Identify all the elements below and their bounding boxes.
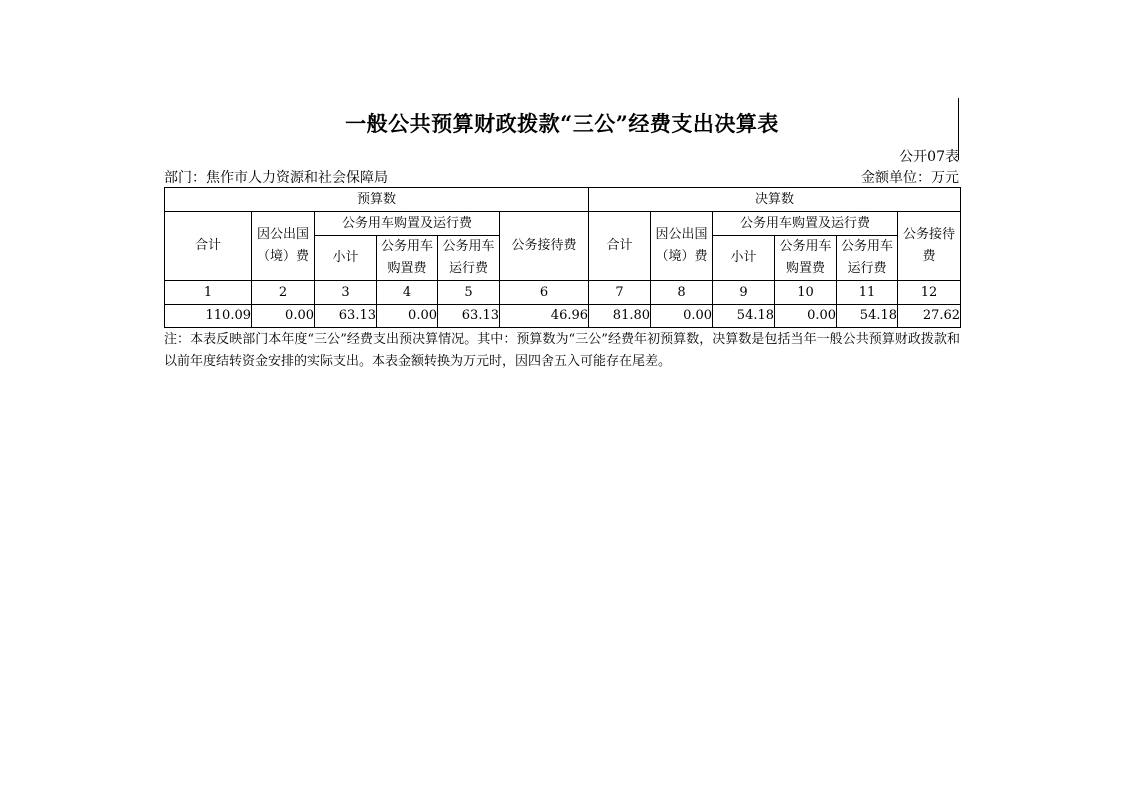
budget-purchase-header-line2: 购置费	[387, 261, 427, 276]
final-group-header: 决算数	[589, 188, 961, 212]
index-cell: 8	[651, 281, 713, 305]
final-abroad-header	[651, 212, 713, 281]
final-subtotal-header: 小计	[713, 236, 775, 281]
budget-abroad-header	[252, 212, 315, 281]
index-cell: 12	[898, 281, 961, 305]
department-label: 部门：焦作市人力资源和社会保障局	[164, 170, 388, 186]
amount-unit-label: 金额单位：万元	[861, 170, 959, 186]
value-cell: 54.18	[837, 305, 898, 328]
value-cell: 46.96	[500, 305, 589, 328]
index-cell: 5	[438, 281, 500, 305]
index-cell: 6	[500, 281, 589, 305]
final-reception-header-line1: 公务接待	[903, 227, 956, 242]
value-cell: 110.09	[165, 305, 252, 328]
value-cell: 0.00	[377, 305, 438, 328]
document-title: 一般公共预算财政拨款“三公”经费支出决算表	[345, 111, 779, 136]
final-reception-header-line2: 费	[922, 249, 936, 264]
budget-purchase-header	[377, 236, 438, 281]
budget-purchase-header-line1: 公务用车	[380, 239, 433, 254]
index-cell: 2	[252, 281, 315, 305]
budget-reception-header: 公务接待费	[500, 212, 589, 281]
final-operation-header-line2: 运行费	[847, 261, 887, 276]
value-cell: 0.00	[651, 305, 713, 328]
index-cell: 4	[377, 281, 438, 305]
table-note: 注：本表反映部门本年度“三公”经费支出预决算情况。其中：预算数为“三公”经费年初预算数，决算数是包括当年一般公共预算财政拨款和以前年度结转资金安排的实际支出。本表金额转换为万元时，因四舍五入可能存在尾差。	[164, 332, 960, 369]
value-cell: 81.80	[589, 305, 651, 328]
budget-group-header: 预算数	[165, 188, 589, 212]
group-header-row	[165, 188, 961, 212]
index-cell: 11	[837, 281, 898, 305]
final-vehicle-group-header: 公务用车购置及运行费	[713, 212, 898, 236]
budget-operation-header-line2: 运行费	[448, 261, 488, 276]
index-cell: 3	[315, 281, 377, 305]
final-operation-header	[837, 236, 898, 281]
column-header-row-1	[165, 212, 961, 236]
value-cell: 0.00	[775, 305, 837, 328]
budget-operation-header-line1: 公务用车	[442, 239, 495, 254]
final-reception-header	[898, 212, 961, 281]
value-row	[165, 305, 961, 328]
form-number: 公开07表	[899, 149, 959, 165]
budget-operation-header	[438, 236, 500, 281]
budget-abroad-header-line1: 因公出国	[256, 227, 309, 242]
budget-abroad-header-line2: （境）费	[256, 249, 309, 264]
final-purchase-header-line2: 购置费	[786, 261, 826, 276]
final-abroad-header-line2: （境）费	[655, 249, 708, 264]
final-purchase-header	[775, 236, 837, 281]
value-cell: 63.13	[315, 305, 377, 328]
index-cell: 7	[589, 281, 651, 305]
value-cell: 54.18	[713, 305, 775, 328]
final-purchase-header-line1: 公务用车	[779, 239, 832, 254]
value-cell: 27.62	[898, 305, 961, 328]
index-cell: 9	[713, 281, 775, 305]
index-row	[165, 281, 961, 305]
index-cell: 1	[165, 281, 252, 305]
budget-total-header: 合计	[165, 212, 252, 281]
value-cell: 63.13	[438, 305, 500, 328]
final-abroad-header-line1: 因公出国	[655, 227, 708, 242]
budget-subtotal-header: 小计	[315, 236, 377, 281]
three-public-expense-table	[164, 187, 961, 328]
budget-vehicle-group-header: 公务用车购置及运行费	[315, 212, 500, 236]
index-cell: 10	[775, 281, 837, 305]
final-total-header: 合计	[589, 212, 651, 281]
final-operation-header-line1: 公务用车	[841, 239, 894, 254]
value-cell: 0.00	[252, 305, 315, 328]
